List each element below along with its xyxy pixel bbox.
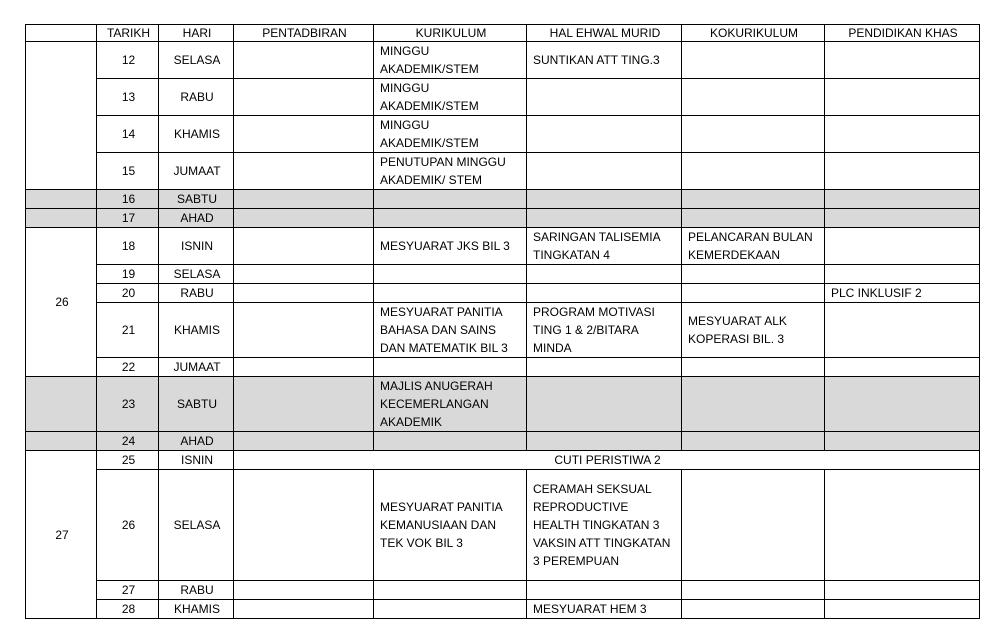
- week-number-cell: 26: [26, 228, 97, 377]
- hari-cell: RABU: [159, 581, 234, 600]
- hem-cell: [527, 190, 682, 209]
- tarikh-cell: 15: [97, 153, 159, 190]
- tarikh-cell: 24: [97, 432, 159, 451]
- pentadbiran-cell: [234, 42, 374, 79]
- pendidikan-khas-cell: [825, 600, 980, 619]
- table-row: [26, 79, 980, 116]
- hem-cell: [527, 265, 682, 284]
- pentadbiran-cell: [234, 284, 374, 303]
- table-row: [26, 451, 980, 470]
- tarikh-cell: 17: [97, 209, 159, 228]
- kurikulum-cell: MINGGU AKADEMIK/STEM: [374, 116, 527, 153]
- hari-cell: RABU: [159, 79, 234, 116]
- cuti-peristiwa-cell: CUTI PERISTIWA 2: [234, 451, 980, 470]
- kurikulum-cell: [374, 581, 527, 600]
- pendidikan-khas-cell: [825, 228, 980, 265]
- header-row: [26, 25, 980, 42]
- table-row: [26, 581, 980, 600]
- pendidikan-khas-cell: [825, 79, 980, 116]
- hem-cell: [527, 581, 682, 600]
- table-row: [26, 153, 980, 190]
- kurikulum-cell: [374, 358, 527, 377]
- tarikh-cell: 13: [97, 79, 159, 116]
- pentadbiran-cell: [234, 209, 374, 228]
- pentadbiran-cell: [234, 358, 374, 377]
- kokurikulum-cell: [682, 377, 825, 432]
- schedule-table: [25, 24, 980, 619]
- hari-cell: SELASA: [159, 42, 234, 79]
- kurikulum-cell: MINGGU AKADEMIK/STEM: [374, 42, 527, 79]
- pentadbiran-cell: [234, 153, 374, 190]
- kurikulum-cell: [374, 600, 527, 619]
- hari-cell: KHAMIS: [159, 116, 234, 153]
- tarikh-cell: 14: [97, 116, 159, 153]
- hem-cell: [527, 209, 682, 228]
- tarikh-cell: 26: [97, 470, 159, 581]
- table-row-weekend: [26, 209, 980, 228]
- week-cell: [26, 432, 97, 451]
- tarikh-cell: 16: [97, 190, 159, 209]
- week-cell: [26, 377, 97, 432]
- week-cell: [26, 209, 97, 228]
- pentadbiran-cell: [234, 228, 374, 265]
- hem-cell: PROGRAM MOTIVASI TING 1 & 2/BITARA MINDA: [527, 303, 682, 358]
- hem-cell: SARINGAN TALISEMIA TINGKATAN 4: [527, 228, 682, 265]
- hem-cell: [527, 432, 682, 451]
- table-row: [26, 303, 980, 358]
- table-row: [26, 358, 980, 377]
- kurikulum-header: KURIKULUM: [374, 25, 527, 42]
- hari-cell: SELASA: [159, 470, 234, 581]
- pentadbiran-cell: [234, 581, 374, 600]
- kokurikulum-cell: [682, 581, 825, 600]
- pendidikan-khas-cell: [825, 358, 980, 377]
- pendidikan-khas-cell: [825, 116, 980, 153]
- tarikh-header: TARIKH: [97, 25, 159, 42]
- table-row: [26, 42, 980, 79]
- hari-header: HARI: [159, 25, 234, 42]
- kokurikulum-cell: [682, 209, 825, 228]
- table-row-weekend: [26, 432, 980, 451]
- pendidikan-khas-cell: [825, 190, 980, 209]
- hari-cell: JUMAAT: [159, 153, 234, 190]
- hem-cell: [527, 284, 682, 303]
- kurikulum-cell: MINGGU AKADEMIK/STEM: [374, 79, 527, 116]
- table-row: [26, 228, 980, 265]
- pendidikan-khas-cell: PLC INKLUSIF 2: [825, 284, 980, 303]
- pentadbiran-cell: [234, 265, 374, 284]
- kokurikulum-cell: [682, 42, 825, 79]
- pentadbiran-cell: [234, 470, 374, 581]
- kokurikulum-cell: [682, 600, 825, 619]
- hari-cell: KHAMIS: [159, 303, 234, 358]
- tarikh-cell: 28: [97, 600, 159, 619]
- hari-cell: RABU: [159, 284, 234, 303]
- kokurikulum-cell: PELANCARAN BULAN KEMERDEKAAN: [682, 228, 825, 265]
- week-cell: [26, 190, 97, 209]
- kurikulum-cell: MAJLIS ANUGERAH KECEMERLANGAN AKADEMIK: [374, 377, 527, 432]
- hem-cell: [527, 79, 682, 116]
- kokurikulum-cell: [682, 79, 825, 116]
- hem-cell: [527, 377, 682, 432]
- kurikulum-cell: MESYUARAT JKS BIL 3: [374, 228, 527, 265]
- table-row: [26, 470, 980, 581]
- kokurikulum-cell: [682, 190, 825, 209]
- pendidikan-khas-cell: [825, 303, 980, 358]
- kokurikulum-header: KOKURIKULUM: [682, 25, 825, 42]
- kokurikulum-cell: [682, 284, 825, 303]
- kokurikulum-cell: MESYUARAT ALK KOPERASI BIL. 3: [682, 303, 825, 358]
- pendidikan-khas-cell: [825, 42, 980, 79]
- pentadbiran-cell: [234, 116, 374, 153]
- kurikulum-cell: MESYUARAT PANITIA BAHASA DAN SAINS DAN MATEMATIK BIL 3: [374, 303, 527, 358]
- pentadbiran-header: PENTADBIRAN: [234, 25, 374, 42]
- pendidikan-khas-cell: [825, 432, 980, 451]
- tarikh-cell: 21: [97, 303, 159, 358]
- pentadbiran-cell: [234, 377, 374, 432]
- hari-cell: AHAD: [159, 432, 234, 451]
- pendidikan-khas-cell: [825, 209, 980, 228]
- kokurikulum-cell: [682, 153, 825, 190]
- table-row: [26, 116, 980, 153]
- pendidikan-khas-cell: [825, 377, 980, 432]
- pendidikan-khas-cell: [825, 265, 980, 284]
- kokurikulum-cell: [682, 432, 825, 451]
- kurikulum-cell: [374, 209, 527, 228]
- hem-cell: [527, 116, 682, 153]
- pendidikan-khas-cell: [825, 153, 980, 190]
- table-row: [26, 284, 980, 303]
- kurikulum-cell: PENUTUPAN MINGGU AKADEMIK/ STEM: [374, 153, 527, 190]
- hari-cell: ISNIN: [159, 228, 234, 265]
- kokurikulum-cell: [682, 358, 825, 377]
- pentadbiran-cell: [234, 600, 374, 619]
- schedule-page: [25, 24, 980, 619]
- pentadbiran-cell: [234, 190, 374, 209]
- kokurikulum-cell: [682, 116, 825, 153]
- hari-cell: SABTU: [159, 377, 234, 432]
- hari-cell: JUMAAT: [159, 358, 234, 377]
- hari-cell: AHAD: [159, 209, 234, 228]
- hari-cell: ISNIN: [159, 451, 234, 470]
- hari-cell: SABTU: [159, 190, 234, 209]
- tarikh-cell: 20: [97, 284, 159, 303]
- week-number-cell: 27: [26, 451, 97, 619]
- tarikh-cell: 27: [97, 581, 159, 600]
- pendidikan-khas-cell: [825, 581, 980, 600]
- hem-cell: SUNTIKAN ATT TING.3: [527, 42, 682, 79]
- tarikh-cell: 25: [97, 451, 159, 470]
- kokurikulum-cell: [682, 265, 825, 284]
- hem-cell: [527, 358, 682, 377]
- kurikulum-cell: [374, 190, 527, 209]
- table-row-weekend: [26, 377, 980, 432]
- hem-header: HAL EHWAL MURID: [527, 25, 682, 42]
- hari-cell: SELASA: [159, 265, 234, 284]
- week-header-cell: [26, 25, 97, 42]
- pendidikan-khas-cell: [825, 470, 980, 581]
- tarikh-cell: 19: [97, 265, 159, 284]
- tarikh-cell: 12: [97, 42, 159, 79]
- kurikulum-cell: MESYUARAT PANITIA KEMANUSIAAN DAN TEK VOK BIL 3: [374, 470, 527, 581]
- table-row: [26, 600, 980, 619]
- tarikh-cell: 23: [97, 377, 159, 432]
- hem-cell: MESYUARAT HEM 3: [527, 600, 682, 619]
- kurikulum-cell: [374, 432, 527, 451]
- table-row: [26, 265, 980, 284]
- pentadbiran-cell: [234, 79, 374, 116]
- pendidikan-khas-header: PENDIDIKAN KHAS: [825, 25, 980, 42]
- hem-cell: [527, 153, 682, 190]
- hem-cell: CERAMAH SEKSUAL REPRODUCTIVE HEALTH TINGKATAN 3 VAKSIN ATT TINGKATAN 3 PEREMPUAN: [527, 470, 682, 581]
- kokurikulum-cell: [682, 470, 825, 581]
- tarikh-cell: 18: [97, 228, 159, 265]
- tarikh-cell: 22: [97, 358, 159, 377]
- week-cell: [26, 42, 97, 190]
- pentadbiran-cell: [234, 303, 374, 358]
- pentadbiran-cell: [234, 432, 374, 451]
- kurikulum-cell: [374, 284, 527, 303]
- table-row-weekend: [26, 190, 980, 209]
- kurikulum-cell: [374, 265, 527, 284]
- hari-cell: KHAMIS: [159, 600, 234, 619]
